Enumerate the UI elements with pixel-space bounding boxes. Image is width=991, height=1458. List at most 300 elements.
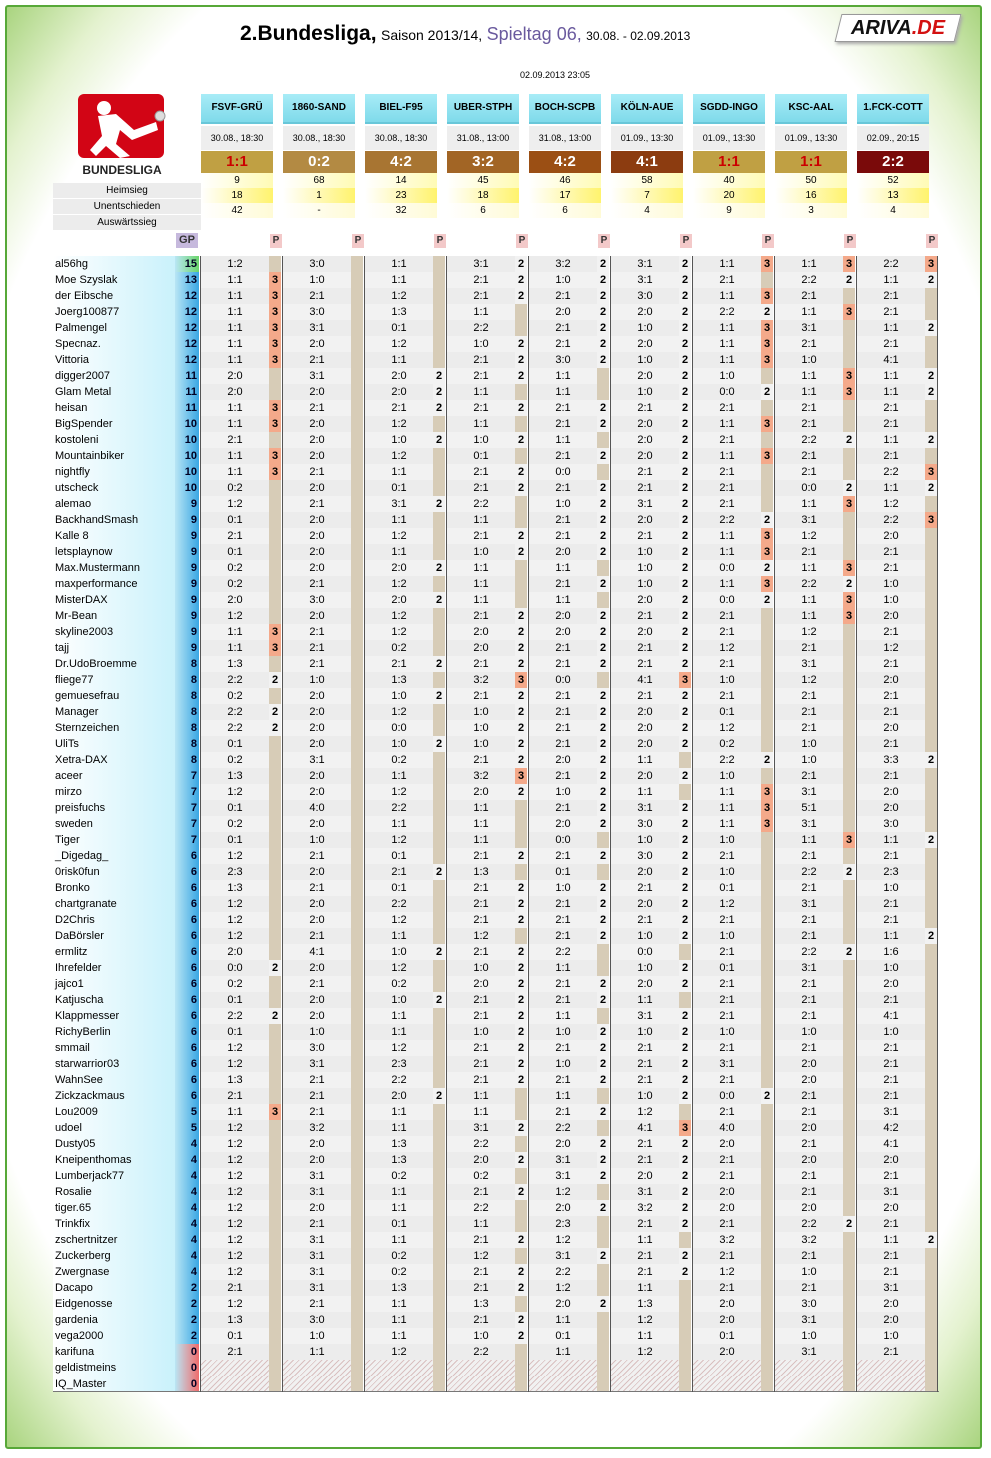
table-row[interactable] [53, 688, 939, 704]
prediction-cell: 2:1 [611, 608, 679, 624]
player-name[interactable]: Mountainbiker [53, 448, 175, 464]
table-row[interactable] [53, 288, 939, 304]
prediction-cell: 2:0 [611, 720, 679, 736]
match-header-7 [693, 94, 765, 218]
prediction-cell: 3:0 [283, 592, 351, 608]
prediction-cell: 2:1 [283, 1296, 351, 1312]
prediction-points: 2 [433, 864, 445, 880]
prediction-cell: 2:1 [611, 480, 679, 496]
prediction-cell: 2:1 [693, 1008, 761, 1024]
player-name[interactable]: ermlitz [53, 944, 175, 960]
prediction-points: 2 [925, 368, 937, 384]
prediction-cell: 2:1 [775, 1280, 843, 1296]
table-row[interactable] [53, 480, 939, 496]
player-name[interactable]: karifuna [53, 1344, 175, 1360]
prediction-points [597, 368, 609, 384]
prediction-points [269, 1216, 281, 1232]
player-points: 8 [175, 672, 199, 688]
prediction-cell: 2:1 [611, 400, 679, 416]
player-name[interactable]: Zwergnase [53, 1264, 175, 1280]
table-row[interactable] [53, 384, 939, 400]
prediction-cell: 1:3 [365, 304, 433, 320]
player-name[interactable]: BigSpender [53, 416, 175, 432]
prediction-points: 2 [679, 528, 691, 544]
table-row[interactable] [53, 592, 939, 608]
prediction-cell: 2:1 [775, 1184, 843, 1200]
prediction-points: 2 [679, 544, 691, 560]
prediction-cell: 2:1 [611, 528, 679, 544]
prediction-points [351, 1088, 363, 1104]
prediction-cell: 1:1 [775, 592, 843, 608]
player-points: 8 [175, 736, 199, 752]
table-row[interactable] [53, 1280, 939, 1296]
prediction-points [515, 1296, 527, 1312]
table-row[interactable] [53, 944, 939, 960]
table-row[interactable] [53, 960, 939, 976]
player-name[interactable]: Dr.UdoBroemme [53, 656, 175, 672]
prediction-cell: 1:3 [611, 1296, 679, 1312]
prediction-points: 2 [925, 832, 937, 848]
prediction-cell: 2:1 [529, 928, 597, 944]
prediction-cell: 1:2 [365, 576, 433, 592]
table-row[interactable] [53, 1376, 939, 1392]
player-name[interactable]: maxperformance [53, 576, 175, 592]
player-points: 9 [175, 528, 199, 544]
prediction-cell: 1:0 [857, 960, 925, 976]
table-row[interactable] [53, 880, 939, 896]
prediction-points [351, 880, 363, 896]
player-name[interactable]: al56hg [53, 256, 175, 272]
prediction-points [269, 896, 281, 912]
prediction-points: 2 [433, 656, 445, 672]
prediction-cell: 1:1 [447, 560, 515, 576]
player-name[interactable]: Mr-Bean [53, 608, 175, 624]
brand-logo[interactable] [835, 14, 962, 42]
player-name[interactable]: Sternzeichen [53, 720, 175, 736]
prediction-cell: 2:1 [447, 1280, 515, 1296]
prediction-cell: 2:1 [775, 1104, 843, 1120]
table-row[interactable] [53, 416, 939, 432]
player-name[interactable]: preisfuchs [53, 800, 175, 816]
prediction-points [351, 1232, 363, 1248]
table-row[interactable] [53, 352, 939, 368]
player-name[interactable]: Max.Mustermann [53, 560, 175, 576]
player-name[interactable]: geldistmeins [53, 1360, 175, 1376]
table-row[interactable] [53, 1360, 939, 1376]
prediction-points [925, 912, 937, 928]
table-row[interactable] [53, 1120, 939, 1136]
table-row[interactable] [53, 320, 939, 336]
player-name[interactable]: Trinkfix [53, 1216, 175, 1232]
prediction-points [351, 336, 363, 352]
player-points: 0 [175, 1360, 199, 1376]
prediction-points: 2 [679, 736, 691, 752]
player-name[interactable]: letsplaynow [53, 544, 175, 560]
prediction-points [843, 640, 855, 656]
match-date: 01.09., 13:30 [693, 126, 765, 150]
player-name[interactable]: WahnSee [53, 1072, 175, 1088]
prediction-cell: 2:1 [775, 992, 843, 1008]
prediction-cell: 2:1 [529, 1040, 597, 1056]
player-name[interactable]: Lou2009 [53, 1104, 175, 1120]
prediction-cell: 2:1 [857, 288, 925, 304]
prediction-cell: 0:0 [693, 560, 761, 576]
table-row[interactable] [53, 1184, 939, 1200]
table-row[interactable] [53, 1088, 939, 1104]
player-points: 7 [175, 784, 199, 800]
table-row[interactable] [53, 512, 939, 528]
table-row[interactable] [53, 1344, 939, 1360]
player-name[interactable]: Zickzackmaus [53, 1088, 175, 1104]
player-points: 6 [175, 880, 199, 896]
player-points: 12 [175, 320, 199, 336]
player-name[interactable]: Kneipenthomas [53, 1152, 175, 1168]
table-row[interactable] [53, 432, 939, 448]
prediction-points [269, 656, 281, 672]
prediction-cell: 2:1 [447, 368, 515, 384]
points-header[interactable]: P [516, 234, 528, 248]
table-row[interactable] [53, 1152, 939, 1168]
prediction-cell: 2:0 [529, 752, 597, 768]
prediction-cell: 3:0 [529, 352, 597, 368]
table-row[interactable] [53, 1216, 939, 1232]
points-header[interactable]: P [352, 234, 364, 248]
points-header[interactable]: P [434, 234, 446, 248]
table-row[interactable] [53, 720, 939, 736]
match-teams[interactable]: KSC-AAL [775, 94, 847, 124]
prediction-cell: 1:3 [201, 880, 269, 896]
player-name[interactable]: Ihrefelder [53, 960, 175, 976]
odds-away: 6 [447, 203, 519, 218]
player-name[interactable]: utscheck [53, 480, 175, 496]
table-row[interactable] [53, 368, 939, 384]
prediction-points [925, 1088, 937, 1104]
player-name[interactable]: Katjuscha [53, 992, 175, 1008]
player-name[interactable]: mirzo [53, 784, 175, 800]
prediction-cell: 2:3 [529, 1216, 597, 1232]
player-name[interactable]: smmail [53, 1040, 175, 1056]
prediction-cell: 1:2 [201, 912, 269, 928]
prediction-points [433, 640, 445, 656]
player-name[interactable]: tajj [53, 640, 175, 656]
prediction-cell: 1:1 [611, 1280, 679, 1296]
table-row[interactable] [53, 976, 939, 992]
player-name[interactable]: jajco1 [53, 976, 175, 992]
prediction-points [351, 672, 363, 688]
table-row[interactable] [53, 672, 939, 688]
prediction-points [925, 992, 937, 1008]
prediction-cell: 2:0 [857, 1200, 925, 1216]
player-name[interactable]: udoel [53, 1120, 175, 1136]
prediction-cell: 1:1 [365, 768, 433, 784]
odds-away: 4 [611, 203, 683, 218]
prediction-cell: 2:1 [857, 1344, 925, 1360]
prediction-cell: 2:1 [693, 608, 761, 624]
prediction-points [269, 864, 281, 880]
table-row[interactable] [53, 576, 939, 592]
odds-draw: 23 [365, 188, 437, 203]
table-row[interactable] [53, 704, 939, 720]
player-name[interactable]: fliege77 [53, 672, 175, 688]
player-name[interactable]: heisan [53, 400, 175, 416]
player-name[interactable]: tiger.65 [53, 1200, 175, 1216]
table-row[interactable] [53, 1296, 939, 1312]
table-row[interactable] [53, 800, 939, 816]
player-points: 2 [175, 1312, 199, 1328]
table-row[interactable] [53, 1136, 939, 1152]
prediction-cell: 3:0 [857, 816, 925, 832]
prediction-points: 2 [597, 1056, 609, 1072]
prediction-cell [201, 1376, 269, 1392]
prediction-points: 2 [925, 320, 937, 336]
player-name[interactable]: kostoleni [53, 432, 175, 448]
prediction-points: 2 [597, 896, 609, 912]
prediction-cell: 1:0 [611, 832, 679, 848]
player-points: 10 [175, 416, 199, 432]
prediction-points [843, 672, 855, 688]
prediction-points: 3 [269, 448, 281, 464]
odds-draw: 16 [775, 188, 847, 203]
table-row[interactable] [53, 1200, 939, 1216]
prediction-points: 3 [761, 336, 773, 352]
match-teams[interactable]: KÖLN-AUE [611, 94, 683, 124]
table-row[interactable] [53, 640, 939, 656]
player-name[interactable]: Glam Metal [53, 384, 175, 400]
table-row[interactable] [53, 656, 939, 672]
player-name[interactable]: Palmengel [53, 320, 175, 336]
table-row[interactable] [53, 768, 939, 784]
table-row[interactable] [53, 1264, 939, 1280]
table-row[interactable] [53, 1232, 939, 1248]
player-name[interactable]: Bronko [53, 880, 175, 896]
prediction-cell: 2:1 [611, 1040, 679, 1056]
prediction-points [761, 1376, 773, 1392]
player-name[interactable]: D2Chris [53, 912, 175, 928]
prediction-cell: 2:0 [283, 688, 351, 704]
gp-header[interactable]: GP [176, 233, 198, 248]
prediction-cell: 1:1 [775, 496, 843, 512]
prediction-points [433, 1360, 445, 1376]
prediction-points [515, 1376, 527, 1392]
player-name[interactable]: Lumberjack77 [53, 1168, 175, 1184]
table-row[interactable] [53, 528, 939, 544]
player-name[interactable]: 0risk0fun [53, 864, 175, 880]
prediction-cell: 2:1 [611, 640, 679, 656]
prediction-cell: 3:2 [775, 1232, 843, 1248]
table-row[interactable] [53, 1024, 939, 1040]
player-name[interactable]: Rosalie [53, 1184, 175, 1200]
prediction-points [843, 912, 855, 928]
player-name[interactable]: _Digedag_ [53, 848, 175, 864]
points-header[interactable]: P [680, 234, 692, 248]
player-name[interactable]: Vittoria [53, 352, 175, 368]
player-name[interactable]: gemuesefrau [53, 688, 175, 704]
points-header[interactable]: P [270, 234, 282, 248]
player-name[interactable]: Kalle 8 [53, 528, 175, 544]
table-row[interactable] [53, 752, 939, 768]
prediction-cell: 1:2 [365, 528, 433, 544]
prediction-points [433, 848, 445, 864]
table-row[interactable] [53, 496, 939, 512]
player-name[interactable]: gardenia [53, 1312, 175, 1328]
match-teams[interactable]: 1860-SAND [283, 94, 355, 124]
points-header[interactable]: P [844, 234, 856, 248]
prediction-points [761, 832, 773, 848]
match-result: 1:1 [693, 151, 765, 173]
player-name[interactable]: aceer [53, 768, 175, 784]
prediction-points [433, 800, 445, 816]
prediction-points [925, 1008, 937, 1024]
table-row[interactable] [53, 736, 939, 752]
player-name[interactable]: digger2007 [53, 368, 175, 384]
prediction-cell: 1:2 [611, 1312, 679, 1328]
prediction-points [269, 432, 281, 448]
prediction-points [925, 800, 937, 816]
prediction-cell: 1:0 [693, 832, 761, 848]
prediction-cell: 0:1 [529, 864, 597, 880]
player-name[interactable]: Specnaz. [53, 336, 175, 352]
player-name[interactable]: nightfly [53, 464, 175, 480]
prediction-points: 2 [679, 976, 691, 992]
prediction-points [351, 1296, 363, 1312]
prediction-points: 2 [679, 768, 691, 784]
table-row[interactable] [53, 864, 939, 880]
player-name[interactable]: Eidgenosse [53, 1296, 175, 1312]
prediction-points: 2 [679, 896, 691, 912]
points-header[interactable]: P [762, 234, 774, 248]
player-name[interactable]: alemao [53, 496, 175, 512]
table-row[interactable] [53, 608, 939, 624]
player-name[interactable]: Dacapo [53, 1280, 175, 1296]
table-row[interactable] [53, 1312, 939, 1328]
prediction-cell: 0:0 [201, 960, 269, 976]
points-header[interactable]: P [926, 234, 938, 248]
player-points: 6 [175, 1056, 199, 1072]
column-separator [282, 256, 283, 1392]
prediction-cell: 1:1 [775, 832, 843, 848]
table-row[interactable] [53, 272, 939, 288]
prediction-cell: 1:1 [857, 480, 925, 496]
table-row[interactable] [53, 1008, 939, 1024]
match-teams[interactable]: SGDD-INGO [693, 94, 765, 124]
player-name[interactable]: Tiger [53, 832, 175, 848]
prediction-cell: 1:0 [447, 720, 515, 736]
player-name[interactable]: Manager [53, 704, 175, 720]
player-name[interactable]: Moe Szyslak [53, 272, 175, 288]
prediction-cell: 1:1 [857, 1232, 925, 1248]
table-row[interactable] [53, 912, 939, 928]
prediction-points [843, 512, 855, 528]
player-name[interactable]: der Eibsche [53, 288, 175, 304]
prediction-cell: 0:1 [201, 992, 269, 1008]
table-row[interactable] [53, 1168, 939, 1184]
prediction-cell: 2:1 [201, 432, 269, 448]
prediction-points: 2 [515, 352, 527, 368]
table-row[interactable] [53, 464, 939, 480]
player-name[interactable]: starwarrior03 [53, 1056, 175, 1072]
points-header[interactable]: P [598, 234, 610, 248]
prediction-points [761, 944, 773, 960]
table-row[interactable] [53, 784, 939, 800]
prediction-cell: 2:0 [611, 896, 679, 912]
player-name[interactable]: BackhandSmash [53, 512, 175, 528]
player-name[interactable]: MisterDAX [53, 592, 175, 608]
player-name[interactable]: UliTs [53, 736, 175, 752]
table-row[interactable] [53, 448, 939, 464]
prediction-cell: 1:0 [365, 944, 433, 960]
player-name[interactable]: chartgranate [53, 896, 175, 912]
prediction-points [843, 848, 855, 864]
match-teams[interactable]: BOCH-SCPB [529, 94, 601, 124]
table-row[interactable] [53, 624, 939, 640]
player-name[interactable]: Joerg100877 [53, 304, 175, 320]
prediction-cell: 2:1 [775, 544, 843, 560]
match-teams[interactable]: UBER-STPH [447, 94, 519, 124]
prediction-cell: 2:1 [447, 288, 515, 304]
prediction-points [351, 512, 363, 528]
table-row[interactable] [53, 336, 939, 352]
prediction-points: 2 [597, 1248, 609, 1264]
table-row[interactable] [53, 992, 939, 1008]
table-row[interactable] [53, 544, 939, 560]
table-row[interactable] [53, 1040, 939, 1056]
player-name[interactable]: sweden [53, 816, 175, 832]
table-row[interactable] [53, 256, 939, 272]
match-teams[interactable]: FSVF-GRÜ [201, 94, 273, 124]
table-row[interactable] [53, 896, 939, 912]
player-name[interactable]: Klappmesser [53, 1008, 175, 1024]
table-row[interactable] [53, 1072, 939, 1088]
brand-name-left: ARIVA [850, 17, 912, 39]
prediction-cell: 1:0 [611, 1088, 679, 1104]
table-row[interactable] [53, 1056, 939, 1072]
prediction-points [925, 1312, 937, 1328]
prediction-points [433, 1120, 445, 1136]
player-name[interactable]: Xetra-DAX [53, 752, 175, 768]
player-name[interactable]: skyline2003 [53, 624, 175, 640]
match-teams[interactable]: BIEL-F95 [365, 94, 437, 124]
table-row[interactable] [53, 848, 939, 864]
table-row[interactable] [53, 816, 939, 832]
table-row[interactable] [53, 832, 939, 848]
table-row[interactable] [53, 928, 939, 944]
prediction-cell: 2:0 [857, 528, 925, 544]
prediction-cell: 2:0 [611, 368, 679, 384]
match-header-2 [283, 94, 355, 218]
table-row[interactable] [53, 304, 939, 320]
player-name[interactable]: Zuckerberg [53, 1248, 175, 1264]
table-row[interactable] [53, 1328, 939, 1344]
player-name[interactable]: IQ_Master [53, 1376, 175, 1392]
prediction-points [843, 1152, 855, 1168]
table-row[interactable] [53, 560, 939, 576]
prediction-cell: 0:2 [201, 576, 269, 592]
player-name[interactable]: RichyBerlin [53, 1024, 175, 1040]
prediction-cell [611, 1376, 679, 1392]
table-row[interactable] [53, 400, 939, 416]
player-name[interactable]: Dusty05 [53, 1136, 175, 1152]
player-name[interactable]: zschertnitzer [53, 1232, 175, 1248]
player-name[interactable]: vega2000 [53, 1328, 175, 1344]
table-row[interactable] [53, 1104, 939, 1120]
table-row[interactable] [53, 1248, 939, 1264]
prediction-cell: 2:0 [611, 1168, 679, 1184]
prediction-cell: 1:1 [775, 384, 843, 400]
player-name[interactable]: DaBörsler [53, 928, 175, 944]
match-teams[interactable]: 1.FCK-COTT [857, 94, 929, 124]
prediction-points [433, 976, 445, 992]
prediction-cell: 1:0 [529, 1056, 597, 1072]
